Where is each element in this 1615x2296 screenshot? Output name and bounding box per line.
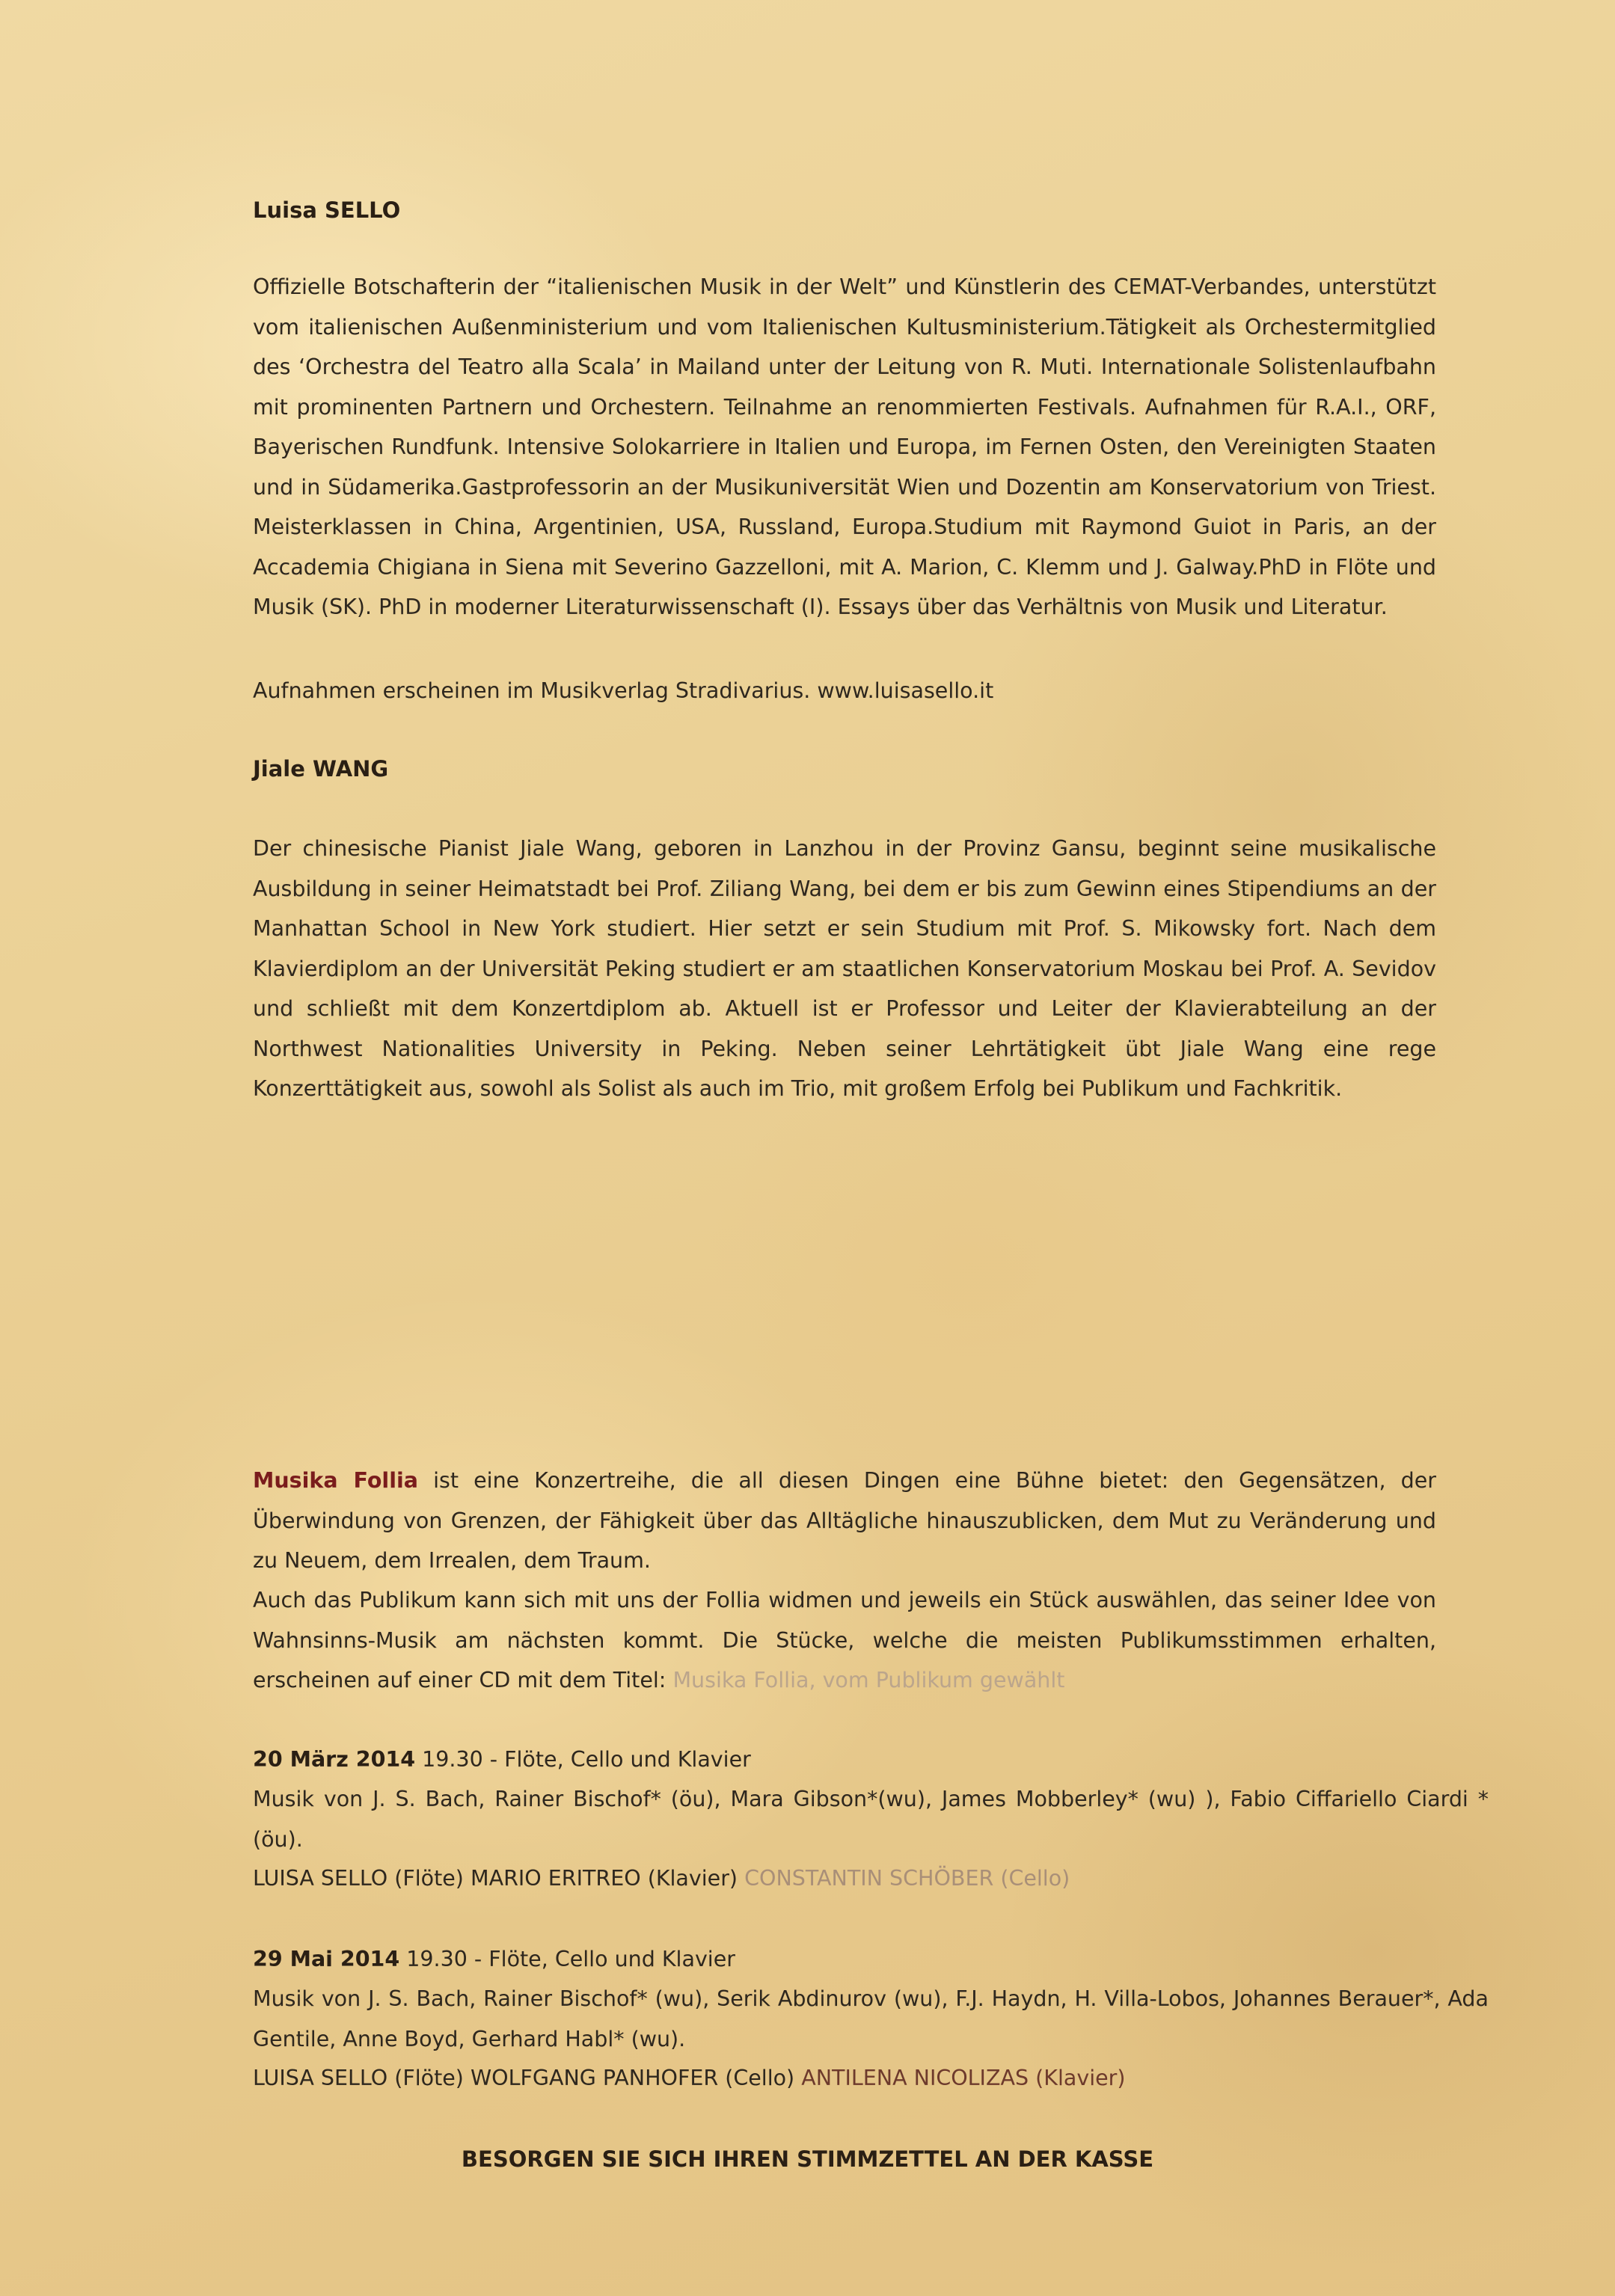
concert-1-date: 20 März 2014 xyxy=(253,1747,416,1772)
cd-title: Musika Follia, vom Publikum gewählt xyxy=(672,1668,1065,1692)
follia-intro-text: ist eine Konzertreihe, die all diesen Dingen eine Bühne bietet: den Gegensätzen, der Überwindung von Grenzen, der Fähigkeit über das Alltägliche hinauszublicken, dem Mut zu Veränderung und zu Neuem, dem Irrealen, dem Traum. xyxy=(253,1468,1436,1573)
concert-1-performers-main: LUISA SELLO (Flöte) MARIO ERITREO (Klavier) xyxy=(253,1866,745,1891)
ballot-call-to-action: BESORGEN SIE SICH IHREN STIMMZETTEL AN DER KASSE xyxy=(461,2146,1154,2172)
concert-1-program: Musik von J. S. Bach, Rainer Bischof* (öu), Mara Gibson*(wu), James Mobberley* (wu) ), Fabio Ciffariello Ciardi * (öu). xyxy=(253,1787,1489,1852)
concert-1-header xyxy=(253,1740,1436,1780)
concert-2-date: 29 Mai 2014 xyxy=(253,1947,400,1971)
concert-2-performers-main: LUISA SELLO (Flöte) WOLFGANG PANHOFER (Cello) xyxy=(253,2066,802,2090)
concert-1-time: 19.30 - Flöte, Cello und Klavier xyxy=(415,1747,751,1772)
follia-intro xyxy=(253,1461,1436,1581)
concert-2-time: 19.30 - Flöte, Cello und Klavier xyxy=(399,1947,735,1971)
sello-heading: Luisa SELLO xyxy=(253,197,401,223)
concert-1-performers xyxy=(253,1858,1489,1899)
follia-audience-text: Auch das Publikum kann sich mit uns der Follia widmen und jeweils ein Stück auswählen, das seiner Idee von Wahnsinns-Musik am nächsten kommt. Die Stücke, welche die meisten Publikumsstimmen erhalten, erscheinen auf einer CD mit dem Titel: xyxy=(253,1588,1436,1692)
concert-2-performers-piano: ANTILENA NICOLIZAS (Klavier) xyxy=(801,2066,1126,2090)
sello-bio: Offizielle Botschafterin der “italienischen Musik in der Welt” und Künstlerin des CEMAT-Verbandes, unterstützt vom italienischen Außenministerium und vom Italienischen Kultusministerium.Tätigkeit als Orchestermitglied des ‘Orchestra del Teatro alla Scala’ in Mailand unter der Leitung von R. Muti. Internationale Solistenlaufbahn mit prominenten Partnern und Orchestern. Teilnahme an renommierten Festivals. Aufnahmen für R.A.I., ORF, Bayerischen Rundfunk. Intensive Solokarriere in Italien und Europa, im Fernen Osten, den Vereinigten Staaten und in Südamerika.Gastprofessorin an der Musikuniversität Wien und Dozentin am Konservatorium von Triest. Meisterklassen in China, Argentinien, USA, Russland, Europa.Studium mit Raymond Guiot in Paris, an der Accademia Chigiana in Siena mit Severino Gazzelloni, mit A. Marion, C. Klemm und J. Galway.PhD in Flöte und Musik (SK). PhD in moderner Literaturwissenschaft (I). Essays über das Verhältnis von Musik und Literatur. xyxy=(253,274,1436,619)
concert-2-performers xyxy=(253,2058,1489,2099)
concert-2-header xyxy=(253,1939,1436,1980)
sello-recordings: Aufnahmen erscheinen im Musikverlag Stradivarius. www.luisasello.it xyxy=(253,678,994,703)
follia-audience xyxy=(253,1580,1436,1701)
wang-bio: Der chinesische Pianist Jiale Wang, geboren in Lanzhou in der Provinz Gansu, beginnt seine musikalische Ausbildung in seiner Heimatstadt bei Prof. Ziliang Wang, bei dem er bis zum Gewinn eines Stipendiums an der Manhattan School in New York studiert. Hier setzt er sein Studium mit Prof. S. Mikowsky fort. Nach dem Klavierdiplom an der Universität Peking studiert er am staatlichen Konservatorium Moskau bei Prof. A. Sevidov und schließt mit dem Konzertdiplom ab. Aktuell ist er Professor und Leiter der Klavierabteilung an der Northwest Nationalities University in Peking. Neben seiner Lehrtätigkeit übt Jiale Wang eine rege Konzerttätigkeit aus, sowohl als Solist als auch im Trio, mit großem Erfolg bei Publikum und Fachkritik. xyxy=(253,836,1436,1101)
wang-heading: Jiale WANG xyxy=(253,756,389,782)
concert-2-program: Musik von J. S. Bach, Rainer Bischof* (wu), Serik Abdinurov (wu), F.J. Haydn, H. Villa-Lobos, Johannes Berauer*, Ada Gentile, Anne Boyd, Gerhard Habl* (wu). xyxy=(253,1986,1489,2051)
brand-name: Musika Follia xyxy=(253,1468,418,1493)
concert-1-performers-cello: CONSTANTIN SCHÖBER (Cello) xyxy=(744,1866,1070,1891)
